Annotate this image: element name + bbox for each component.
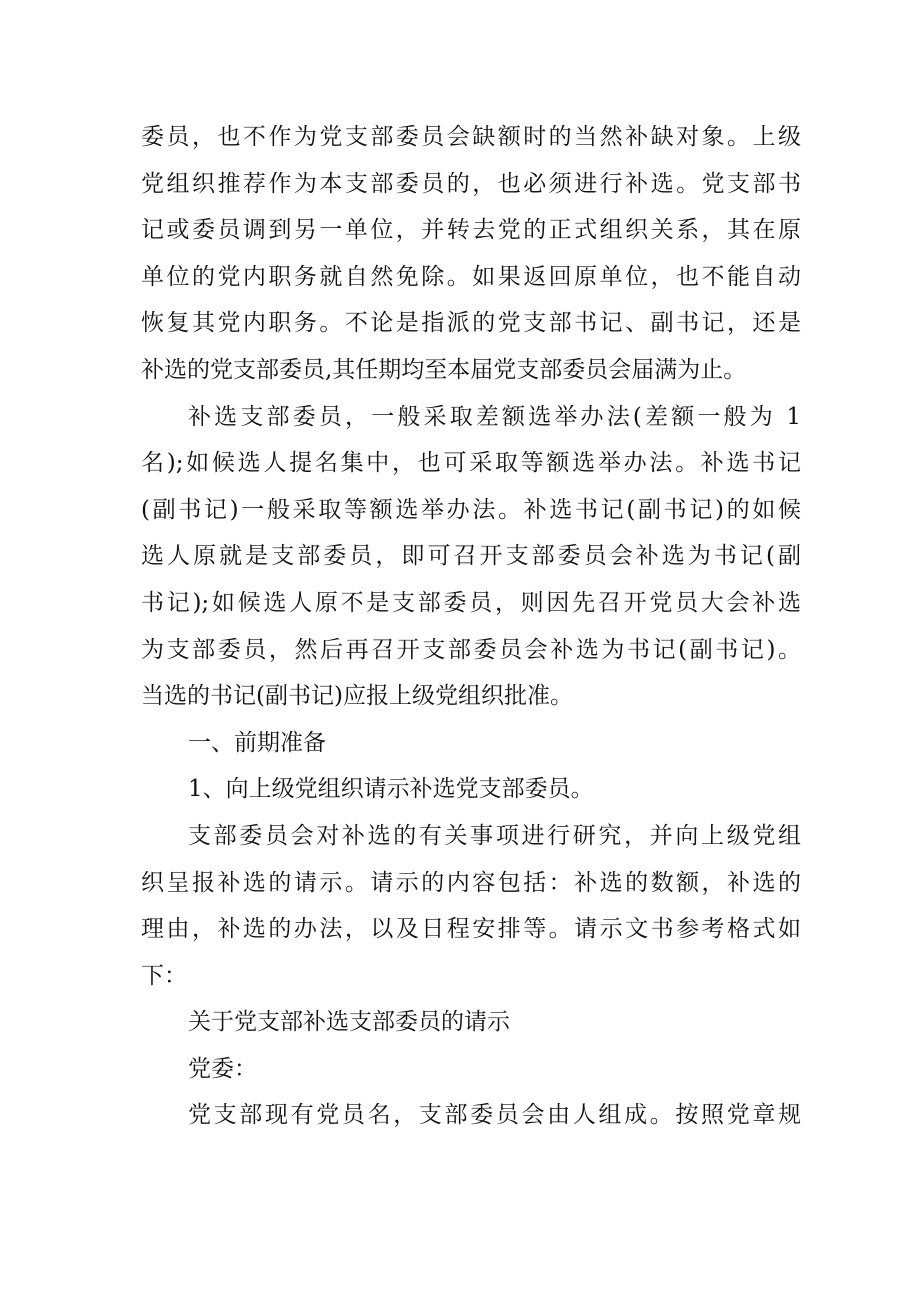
text-line: 一、前期准备 [188,729,326,756]
text-line: 补选支部委员，一般采取差额选举办法(差额一般为 1 [188,403,801,430]
text-line: 恢复其党内职务。不论是指派的党支部书记、副书记，还是 [141,310,801,337]
text-line: 织呈报补选的请示。请示的内容包括：补选的数额，补选的 [141,869,801,896]
document-body [141,114,801,1139]
text-line: 记或委员调到另一单位，并转去党的正式组织关系，其在原 [141,217,801,244]
text-line: 选人原就是支部委员，即可召开支部委员会补选为书记(副 [141,543,801,570]
text-line: 当选的书记(副书记)应报上级党组织批准。 [141,683,573,710]
text-line: 下： [141,962,187,989]
text-line: 单位的党内职务就自然免除。如果返回原单位，也不能自动 [141,263,801,290]
text-line: 支部委员会对补选的有关事项进行研究，并向上级党组 [188,822,801,849]
text-line: 书记);如候选人原不是支部委员，则因先召开党员大会补选 [141,589,801,616]
text-line: 1、向上级党组织请示补选党支部委员。 [188,776,594,803]
text-line: 理由，补选的办法，以及日程安排等。请示文书参考格式如 [141,916,801,943]
text-line: 名);如候选人提名集中，也可采取等额选举办法。补选书记 [141,450,801,477]
text-line: 委员，也不作为党支部委员会缺额时的当然补缺对象。上级 [141,124,801,150]
text-line: 补选的党支部委员,其任期均至本届党支部委员会届满为止。 [141,356,747,383]
text-line: (副书记)一般采取等额选举办法。补选书记(副书记)的如候 [141,496,801,523]
text-line: 为支部委员，然后再召开支部委员会补选为书记(副书记)。 [141,636,801,663]
text-line: 关于党支部补选支部委员的请示 [188,1009,510,1036]
text-line: 党组织推荐作为本支部委员的，也必须进行补选。党支部书 [141,170,801,197]
text-line: 党支部现有党员名，支部委员会由人组成。按照党章规 [188,1102,801,1129]
text-line: 党委： [188,1055,257,1082]
